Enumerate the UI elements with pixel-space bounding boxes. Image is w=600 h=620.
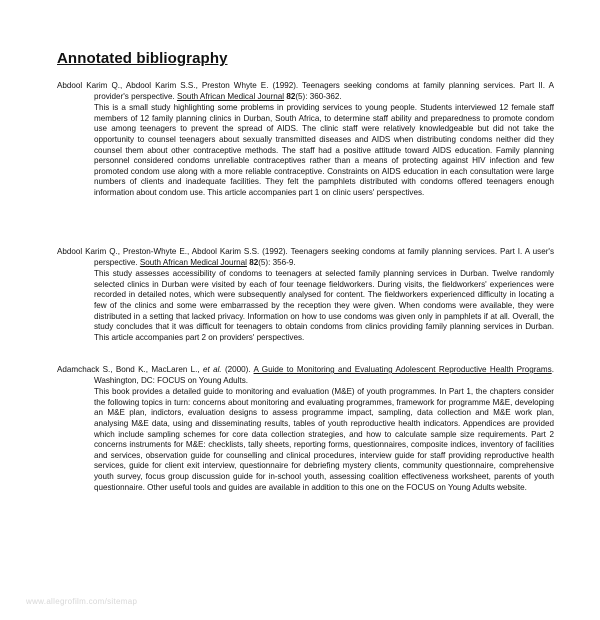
- citation-publisher: . Washington, DC: FOCUS on Young Adults.: [94, 365, 554, 385]
- citation-pages: (5): 360-362.: [295, 91, 342, 101]
- abstract: This is a small study highlighting some problems in providing services to young people. Students interviewed 12 female staff members of 12 family planning clinics in Durban, South Africa, to determine staff ability and preparedness to promote condom use among teenagers to prevent the spread of AIDS. The clinic staff were relatively knowledgeable but did not take the opportunity to counsel teenagers about sexually transmitted diseases and AIDS when distributing condoms neither did they counsel them about other contraceptive methods. The staff had a positive attitude toward AIDS education. Family planning personnel considered condoms unreliable contraceptives rather than a means of protecting against HIV infection and few promoted condom use along with a more reliable contraceptive. Constraints on AIDS education in each consultation were large numbers of clients and inadequate facilities. They felt the pamphlets distributed with condoms offered teenagers enough information about condom use. This article accompanies part 1 on clinic users' perspectives.: [94, 103, 554, 197]
- watermark: www.allegrofilm.com/sitemap: [26, 597, 138, 606]
- citation-pages: (5): 356-9.: [258, 257, 296, 267]
- bibliography-entry: [57, 81, 554, 199]
- citation: [57, 81, 554, 102]
- citation: [57, 365, 554, 386]
- abstract: This book provides a detailed guide to monitoring and evaluation (M&E) of youth programmes. In Part 1, the chapters consider the following topics in turn: concerns about monitoring and evaluating programmes, framework for programme M&E, developing an M&E plan, indictors, evaluation designs to assess programme impact, sampling, data collection and M&E work plan, analysing M&E data, using and disseminating results, tables of youth reproductive health indicators. Appendices are provided which include sampling schemes for core data collection strategies, and how to calculate sample size requirements. Part 2 concerns instruments for M&E: checklists, tally sheets, reporting forms, questionnaires, composite indices, inventory of facilities and services, observation guide for counselling and clinical procedures, interview guide for staff providing reproductive health services, guide for client exit interview, questionnaire for debriefing mystery clients, community questionnaire, comprehensive youth survey, focus group discussion guide for in-school youth, assessing coalition effectiveness worksheet, parents of youth questionnaire. Other useful tools and guides are available in addition to this one on the FOCUS on Young Adults website.: [94, 387, 554, 492]
- journal-name: South African Medical Journal: [139, 257, 247, 267]
- journal-volume: 82: [249, 257, 259, 267]
- citation-year: (2000).: [221, 365, 254, 374]
- citation: [57, 247, 554, 268]
- abstract: This study assesses accessibility of condoms to teenagers at selected family planning services in Durban. Twelve randomly selected clinics in Durban were visited by each of four teenage fieldworkers. During visits, the fieldworkers' experiences were recorded in detailed notes, which were subsequently analysed for content. The fieldworkers experienced difficulty in locating a few of the clinics and some were embarrassed by the reception they were given. When condoms were available, they were distributed in a setting that lacked privacy. Information on how to use condoms was given only in pamphlets if at all. Overall, the study concludes that it was difficult for teenagers to obtain condoms from clinics providing family planning services in Durban. This article accompanies part 2 on providers' perspectives.: [94, 269, 554, 342]
- citation-text: Abdool Karim Q., Preston-Whyte E., Abdool Karim S.S. (1992). Teenagers seeking condoms at family planning services. Part I. A user's perspective.: [57, 247, 554, 267]
- journal-name: South African Medical Journal: [176, 91, 285, 101]
- citation-text: Abdool Karim Q., Abdool Karim S.S., Preston Whyte E. (1992). Teenagers seeking condoms at family planning services. Part II. A provider's perspective.: [57, 81, 554, 101]
- bibliography-entry: [57, 247, 554, 343]
- bibliography-entry: [57, 365, 554, 493]
- journal-volume: 82: [286, 91, 296, 101]
- book-title: A Guide to Monitoring and Evaluating Adolescent Reproductive Health Programs: [253, 365, 552, 374]
- et-al: et al.: [203, 365, 222, 374]
- page-title: Annotated bibliography: [57, 50, 228, 67]
- citation-text: Adamchack S., Bond K., MacLaren L.,: [57, 365, 203, 374]
